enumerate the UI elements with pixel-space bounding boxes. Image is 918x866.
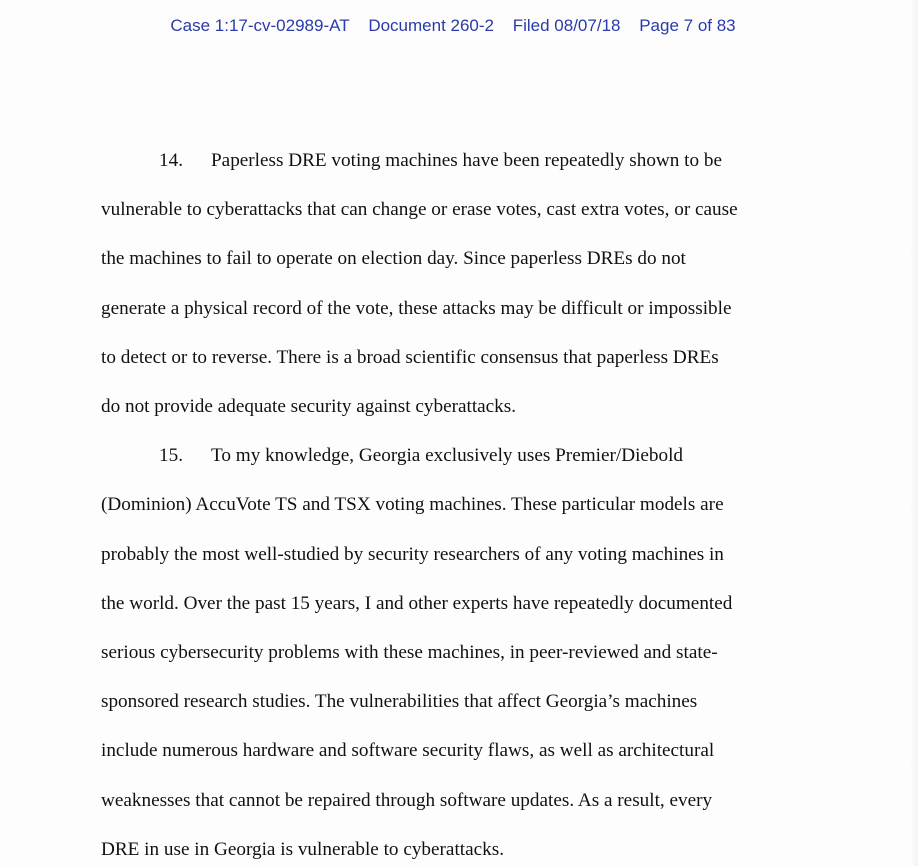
declaration-body: [101, 136, 815, 866]
paragraph-number: 14.: [159, 150, 183, 171]
paragraph-line: do not provide adequate security against cyberattacks.: [101, 396, 517, 418]
paragraph-line: generate a physical record of the vote, these attacks may be difficult or impossible: [101, 297, 732, 319]
paragraph-14: [101, 136, 815, 431]
paragraph-line: weaknesses that cannot be repaired through software updates. As a result, every: [101, 789, 713, 811]
paragraph-line: DRE in use in Georgia is vulnerable to cyberattacks.: [101, 838, 505, 860]
paragraph-line: the machines to fail to operate on election day. Since paperless DREs do not: [101, 248, 686, 270]
scan-edge-shadow: [910, 0, 918, 866]
paragraph-line: serious cybersecurity problems with these machines, in peer-reviewed and state-: [101, 642, 718, 664]
paragraph-line: to detect or to reverse. There is a broad scientific consensus that paperless DREs: [101, 346, 719, 368]
case-number: Case 1:17-cv-02989-AT: [170, 16, 350, 35]
paragraph-line: vulnerable to cyberattacks that can change or erase votes, cast extra votes, or cause: [101, 199, 738, 221]
paragraph-line: (Dominion) AccuVote TS and TSX voting machines. These particular models are: [101, 494, 724, 516]
paragraph-line: include numerous hardware and software security flaws, as well as architectural: [101, 740, 715, 762]
page-number: Page 7 of 83: [639, 16, 736, 35]
paragraph-line: the world. Over the past 15 years, I and other experts have repeatedly documented: [101, 592, 733, 614]
paragraph-line: 15. To my knowledge, Georgia exclusively uses Premier/Diebold: [101, 431, 815, 480]
paragraph-15: [101, 431, 815, 866]
court-filing-header: [0, 16, 906, 36]
paragraph-line: probably the most well-studied by security researchers of any voting machines in: [101, 543, 724, 565]
document-number: Document 260-2: [368, 16, 494, 35]
paragraph-line: sponsored research studies. The vulnerabilities that affect Georgia’s machines: [101, 691, 698, 713]
paragraph-line: 14. Paperless DRE voting machines have been repeatedly shown to be: [101, 136, 815, 185]
filed-date: Filed 08/07/18: [512, 16, 621, 35]
paragraph-number: 15.: [159, 445, 183, 467]
